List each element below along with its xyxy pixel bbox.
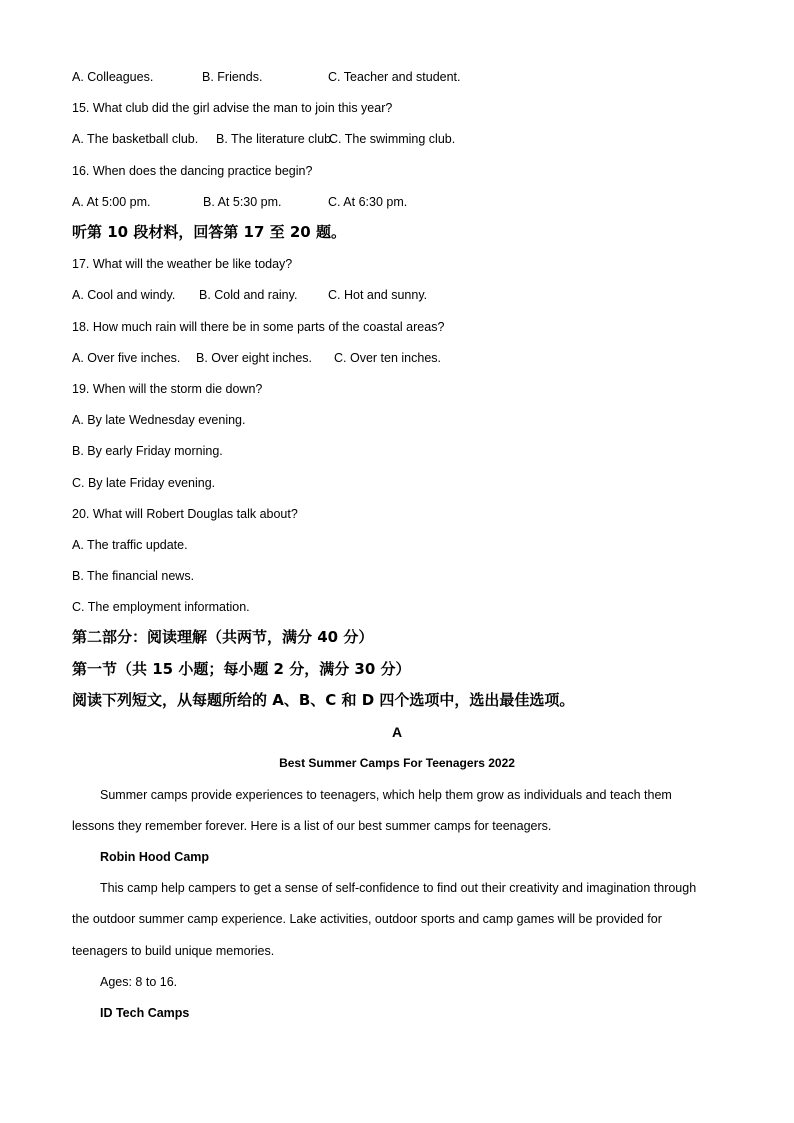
q20-question: 20. What will Robert Douglas talk about? <box>72 507 298 521</box>
q18-option-a: A. Over five inches. <box>72 351 181 365</box>
q18-option-c: C. Over ten inches. <box>334 351 441 365</box>
intro-line-2: lessons they remember forever. Here is a list of our best summer camps for teenagers. <box>72 819 552 833</box>
q17-question: 17. What will the weather be like today? <box>72 257 293 271</box>
section10-heading: 听第 10 段材料，回答第 17 至 20 题。 <box>72 223 346 241</box>
camp2-name: ID Tech Camps <box>100 1006 190 1020</box>
q19-option-b: B. By early Friday morning. <box>72 444 223 458</box>
camp1-name: Robin Hood Camp <box>100 850 210 864</box>
section1-heading: 第一节（共 15 小题；每小题 2 分，满分 30 分） <box>72 660 411 678</box>
q20-option-c: C. The employment information. <box>72 600 250 614</box>
q17-option-c: C. Hot and sunny. <box>328 288 428 302</box>
q14-option-a: A. Colleagues. <box>72 70 154 84</box>
part2-heading: 第二部分：阅读理解（共两节，满分 40 分） <box>72 628 374 646</box>
q16-question: 16. When does the dancing practice begin? <box>72 164 313 178</box>
q17-options <box>72 287 427 303</box>
q19-option-a: A. By late Wednesday evening. <box>72 413 246 427</box>
q18-question: 18. How much rain will there be in some parts of the coastal areas? <box>72 320 445 334</box>
q15-options <box>72 131 455 147</box>
q15-option-c: C. The swimming club. <box>329 132 456 146</box>
q20-option-a: A. The traffic update. <box>72 538 188 552</box>
q19-question: 19. When will the storm die down? <box>72 382 263 396</box>
q16-option-b: B. At 5:30 pm. <box>203 195 282 209</box>
intro-line-1: Summer camps provide experiences to teenagers, which help them grow as individuals and teach them <box>100 788 672 802</box>
q14-options <box>72 69 461 85</box>
instruction-text: 阅读下列短文，从每题所给的 A、B、C 和 D 四个选项中，选出最佳选项。 <box>72 691 575 709</box>
camp1-line-2: the outdoor summer camp experience. Lake activities, outdoor sports and camp games will be provided for <box>72 912 662 926</box>
camp1-line-1: This camp help campers to get a sense of self-confidence to find out their creativity and imagination through <box>100 881 697 895</box>
q16-options <box>72 194 407 210</box>
q17-option-b: B. Cold and rainy. <box>199 288 298 302</box>
camp1-line-3: teenagers to build unique memories. <box>72 944 275 958</box>
q16-option-c: C. At 6:30 pm. <box>328 195 408 209</box>
q16-option-a: A. At 5:00 pm. <box>72 195 151 209</box>
q20-option-b: B. The financial news. <box>72 569 195 583</box>
q19-option-c: C. By late Friday evening. <box>72 476 216 490</box>
camp1-ages: Ages: 8 to 16. <box>100 975 178 989</box>
q17-option-a: A. Cool and windy. <box>72 288 176 302</box>
q15-question: 15. What club did the girl advise the man to join this year? <box>72 101 393 115</box>
q18-options <box>72 350 441 366</box>
q14-option-b: B. Friends. <box>202 70 263 84</box>
q15-option-b: B. The literature club. <box>216 132 335 146</box>
q15-option-a: A. The basketball club. <box>72 132 199 146</box>
passage-letter: A <box>391 724 403 740</box>
passage-title: Best Summer Camps For Teenagers 2022 <box>279 756 515 770</box>
q18-option-b: B. Over eight inches. <box>196 351 313 365</box>
q14-option-c: C. Teacher and student. <box>328 70 461 84</box>
